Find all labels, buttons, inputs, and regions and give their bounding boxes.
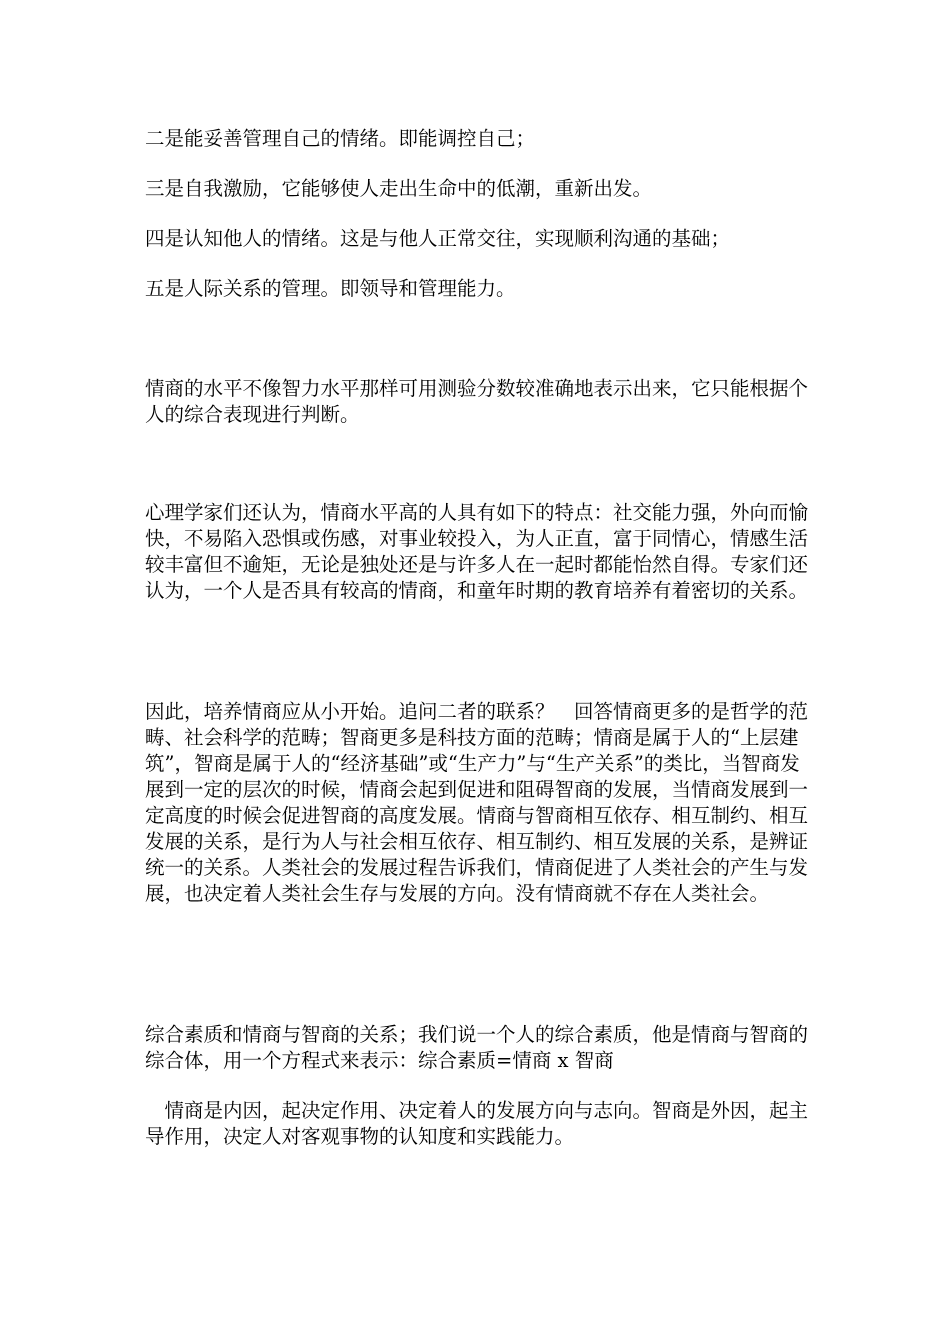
list-item-2: 二是能妥善管理自己的情绪。即能调控自己；	[145, 127, 536, 150]
paragraph-eq-traits: 心理学家们还认为，情商水平高的人具有如下的特点：社交能力强，外向而愉快，不易陷入恐惧或伤感，对事业较投入，为人正直，富于同情心，情感生活较丰富但不逾矩，无论是独处还是与许多人在一起时都能怡然自得。专家们还认为，一个人是否具有较高的情商，和童年时期的教育培养有着密切的关系。	[145, 501, 809, 602]
list-item-5: 五是人际关系的管理。即领导和管理能力。	[145, 277, 516, 300]
list-item-4: 四是认知他人的情绪。这是与他人正常交往，实现顺利沟通的基础；	[145, 227, 731, 250]
paragraph-eq-measurement: 情商的水平不像智力水平那样可用测验分数较准确地表示出来，它只能根据个人的综合表现进行判断。	[145, 377, 809, 426]
paragraph-internal-external: 情商是内因，起决定作用、决定着人的发展方向与志向。智商是外因，起主导作用，决定人对客观事物的认知度和实践能力。	[145, 1099, 809, 1148]
paragraph-eq-iq-relation: 因此，培养情商应从小开始。追问二者的联系？ 回答情商更多的是哲学的范畴、社会科学的范畴；智商更多是科技方面的范畴；情商是属于人的“上层建筑”，智商是属于人的“经济基础”或“生产力”与“生产关系”的类比，当智商发展到一定的层次的时候，情商会起到促进和阻碍智商的发展，当情商发展到一定高度的时候会促进智商的高度发展。情商与智商相互依存、相互制约、相互发展的关系，是行为人与社会相互依存、相互制约、相互发展的关系，是辨证统一的关系。人类社会的发展过程告诉我们，情商促进了人类社会的产生与发展，也决定着人类社会生存与发展的方向。没有情商就不存在人类社会。	[145, 700, 809, 905]
paragraph-overall-quality: 综合素质和情商与智商的关系；我们说一个人的综合素质，他是情商与智商的综合体，用一个方程式来表示：综合素质=情商 x 智商	[145, 1023, 809, 1072]
list-item-3: 三是自我激励，它能够使人走出生命中的低潮，重新出发。	[145, 177, 653, 200]
